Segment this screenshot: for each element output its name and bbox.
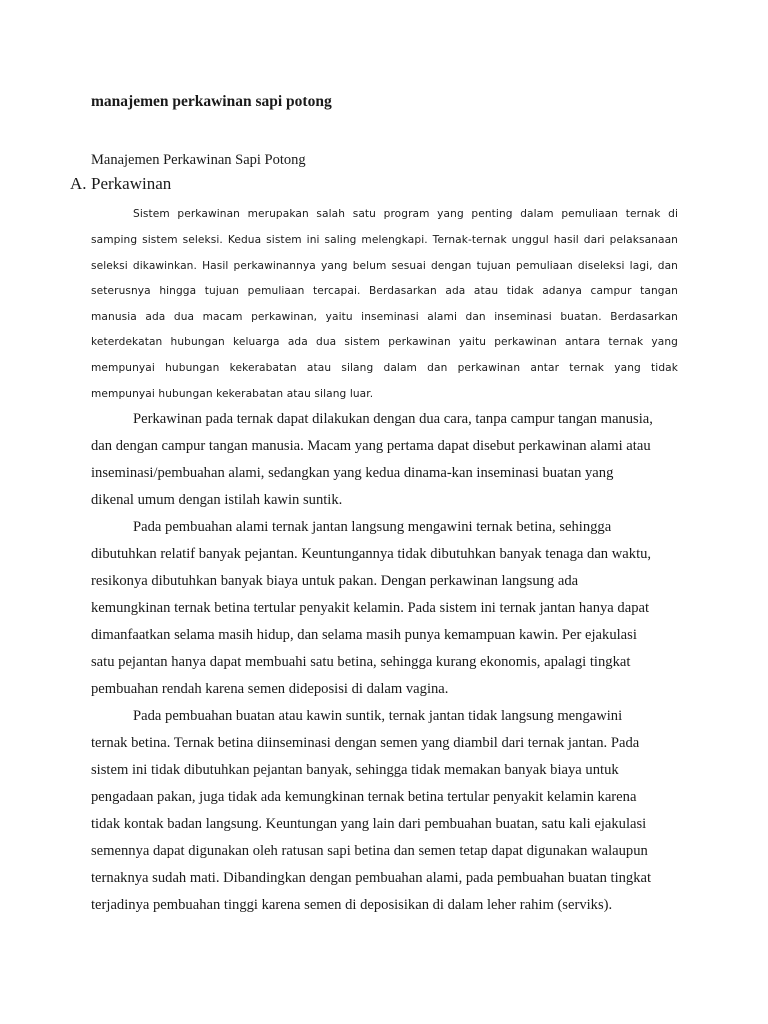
text-line: dibutuhkan relatif banyak pejantan. Keuntungannya tidak dibutuhkan banyak tenaga dan waktu, [91,546,652,562]
text-line: resikonya dibutuhkan banyak biaya untuk pakan. Dengan perkawinan langsung ada [91,573,579,589]
text-line: mempunyai hubungan kekerabatan atau silang dalam dan perkawinan antar ternak yang tidak [91,362,678,374]
document-subtitle: Manajemen Perkawinan Sapi Potong [91,152,306,168]
text-line: pembuahan rendah karena semen dideposisi di dalam vagina. [91,681,449,697]
text-line: Sistem perkawinan merupakan salah satu program yang penting dalam pemuliaan ternak di [133,208,678,220]
text-line: sistem ini tidak dibutuhkan pejantan banyak, sehingga tidak memakan banyak biaya untuk [91,762,619,778]
text-line: ternaknya sudah mati. Dibandingkan dengan pembuahan alami, pada pembuahan buatan tingkat [91,870,652,886]
text-line: dimanfaatkan selama masih hidup, dan selama masih punya kemampuan kawin. Per ejakulasi [91,627,637,643]
section-title: Perkawinan [91,174,172,193]
text-line: mempunyai hubungan kekerabatan atau silang luar. [91,388,374,400]
text-line: ternak betina. Ternak betina diinseminasi dengan semen yang diambil dari ternak jantan. Pada [91,735,640,751]
text-line: semennya dapat digunakan oleh ratusan sapi betina dan semen tetap dapat digunakan walaupun [91,843,648,859]
text-line: Pada pembuahan alami ternak jantan langsung mengawini ternak betina, sehingga [133,519,612,535]
text-line: keterdekatan hubungan keluarga ada dua sistem perkawinan yaitu perkawinan antara ternak yang [91,336,678,348]
text-line: satu pejantan hanya dapat membuahi satu betina, sehingga kurang ekonomis, apalagi tingkat [91,654,631,670]
text-line: Perkawinan pada ternak dapat dilakukan dengan dua cara, tanpa campur tangan manusia, [133,411,653,427]
text-line: seterusnya hingga tujuan pemuliaan tercapai. Berdasarkan ada atau tidak adanya campur tangan [91,285,678,297]
text-line: dikenal umum dengan istilah kawin suntik. [91,492,343,508]
text-line: kemungkinan ternak betina tertular penyakit kelamin. Pada sistem ini ternak jantan hanya dapat [91,600,650,616]
document-title: manajemen perkawinan sapi potong [91,93,332,110]
section-letter: A. [70,174,87,193]
text-line: terjadinya pembuahan tinggi karena semen di deposisikan di dalam leher rahim (serviks). [91,897,613,913]
text-line: tidak kontak badan langsung. Keuntungan yang lain dari pembuahan buatan, satu kali ejakulasi [91,816,647,832]
text-line: pengadaan pakan, juga tidak ada kemungkinan ternak betina tertular penyakit kelamin karena [91,789,637,805]
text-line: seleksi dikawinkan. Hasil perkawinannya yang belum sesuai dengan tujuan pemuliaan diseleksi lagi, dan [91,260,678,272]
text-line: inseminasi/pembuahan alami, sedangkan yang kedua dinama-kan inseminasi buatan yang [91,465,614,481]
text-line: samping sistem seleksi. Kedua sistem ini saling melengkapi. Ternak-ternak unggul hasil dari pelaksanaan [91,234,678,246]
section-heading [70,174,171,194]
text-line: manusia ada dua macam perkawinan, yaitu inseminasi alami dan inseminasi buatan. Berdasarkan [91,311,678,323]
text-line: dan dengan campur tangan manusia. Macam yang pertama dapat disebut perkawinan alami atau [91,438,651,454]
text-line: Pada pembuahan buatan atau kawin suntik, ternak jantan tidak langsung mengawini [133,708,623,724]
